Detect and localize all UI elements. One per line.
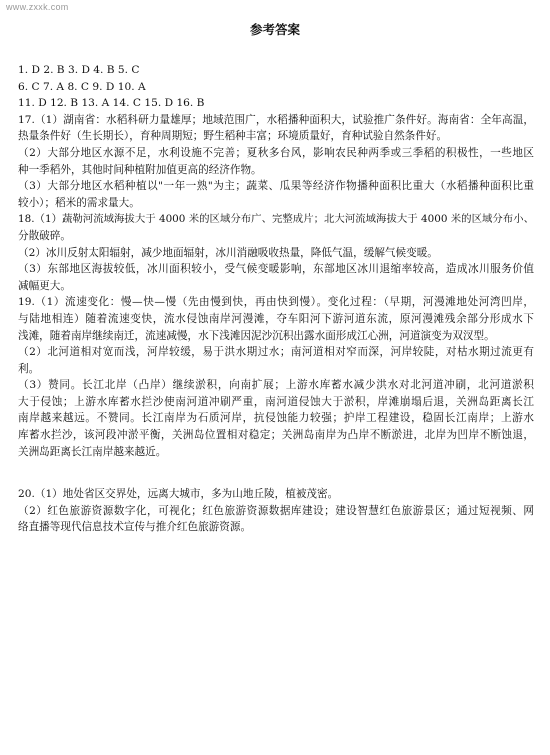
section-spacer	[18, 460, 534, 486]
answer-line: （3）东部地区海拔较低，冰川面积较小，受气候变暖影响，东部地区冰川退缩率较高，造成冰川服务价值	[18, 263, 534, 276]
question-19-answer	[18, 294, 534, 460]
answer-line: 关洲岛距离长江南岸越来越近。	[18, 445, 167, 458]
answer-line: 17.（1）湖南省：水稻科研力量雄厚；地域范围广，水稻播种面积大，试验推广条件好。海南省：全年高温，	[18, 113, 534, 126]
mc-line: 1. D 2. B 3. D 4. B 5. C	[18, 64, 140, 76]
answer-line: （2）大部分地区水源不足，水利设施不完善；夏秋多台风，影响农民种两季或三季稻的积极性，一些地区	[18, 146, 534, 159]
question-20-answer	[18, 486, 534, 536]
answer-line: 浅滩，随着南岸继续南迁，流速减慢，水下浅滩因泥沙沉积出露水面形成江心洲，河道演变为双汊型。	[18, 329, 495, 342]
answer-line: 19.（1）流速变化：慢—快—慢（先由慢到快，再由快到慢）。变化过程：（早期，河漫滩地处河湾凹岸，	[18, 296, 534, 309]
question-18-answer	[18, 211, 534, 294]
answer-line: 热量条件好（生长期长），育种周期短；野生稻种丰富；环境质量好，育种试验自然条件好。	[18, 130, 448, 143]
answer-line: 利。	[18, 362, 40, 375]
answer-line: 分散破碎。	[18, 229, 71, 242]
answer-line: （3）赞同。长江北岸（凸岸）继续淤积，向南扩展；上游水库蓄水减少洪水对北河道冲刷，北河道淤积	[18, 379, 534, 392]
mc-line: 11. D 12. B 13. A 14. C 15. D 16. B	[18, 97, 205, 110]
watermark-text: www.zxxk.com	[6, 2, 69, 12]
answer-line: 库蓄水拦沙，该河段冲淤平衡，关洲岛位置相对稳定；关洲岛南岸为凸岸不断淤进，北岸为凹岸不断蚀退，	[18, 429, 534, 442]
answer-content	[18, 62, 534, 536]
answer-line: （3）大部分地区水稻种植以"一年一熟"为主；蔬菜、瓜果等经济作物播种面积比重大（水稻播种面积比重	[18, 180, 534, 193]
multiple-choice-answers	[18, 62, 534, 112]
answer-line: （2）北河道相对宽而浅，河岸较缓，易于洪水期过水；南河道相对窄而深，河岸较陡，对枯水期过流更有	[18, 346, 534, 359]
answer-line: 大于侵蚀；上游水库蓄水拦沙使南河道冲刷严重，南河道侵蚀大于淤积，岸滩崩塌后退，关洲岛距离长江	[18, 395, 534, 408]
answer-line: 较小）；稻米的需求量大。	[18, 196, 140, 209]
answer-line: 20.（1）地处省区交界处，远离大城市，多为山地丘陵，植被茂密。	[18, 488, 339, 501]
question-17-answer	[18, 112, 534, 212]
answer-line: （2）红色旅游资源数字化，可视化；红色旅游资源数据库建设；建设智慧红色旅游景区；通过短视频、网	[18, 504, 534, 517]
answer-line: 种一季稻外，其他时间种植附加值更高的经济作物。	[18, 163, 262, 176]
answer-line: （2）冰川反射太阳辐射，减少地面辐射，冰川消融吸收热量，降低气温，缓解气候变暖。	[18, 246, 438, 259]
answer-line: 与陆地相连）随着流速变快，流水侵蚀南岸河漫滩，夺车阳河下游河道东流，原河漫滩残余部分形成水下	[18, 312, 534, 325]
mc-line: 6. C 7. A 8. C 9. D 10. A	[18, 80, 146, 93]
answer-line: 络直播等现代信息技术宣传与推介红色旅游资源。	[18, 521, 252, 534]
answer-line: 南岸越来越远。不赞同。长江南岸为石质河岸，抗侵蚀能力较强；护岸工程建设，稳固长江南岸；上游水	[18, 412, 534, 425]
page-title: 参考答案	[249, 22, 300, 37]
answer-line: 18.（1）蔬勒河流域海拔大于 4000 米的区域分布广、完整成片；北大河流域海拔大于 4000 米的区域分布小、	[18, 213, 534, 226]
answer-line: 减幅更大。	[18, 279, 71, 292]
